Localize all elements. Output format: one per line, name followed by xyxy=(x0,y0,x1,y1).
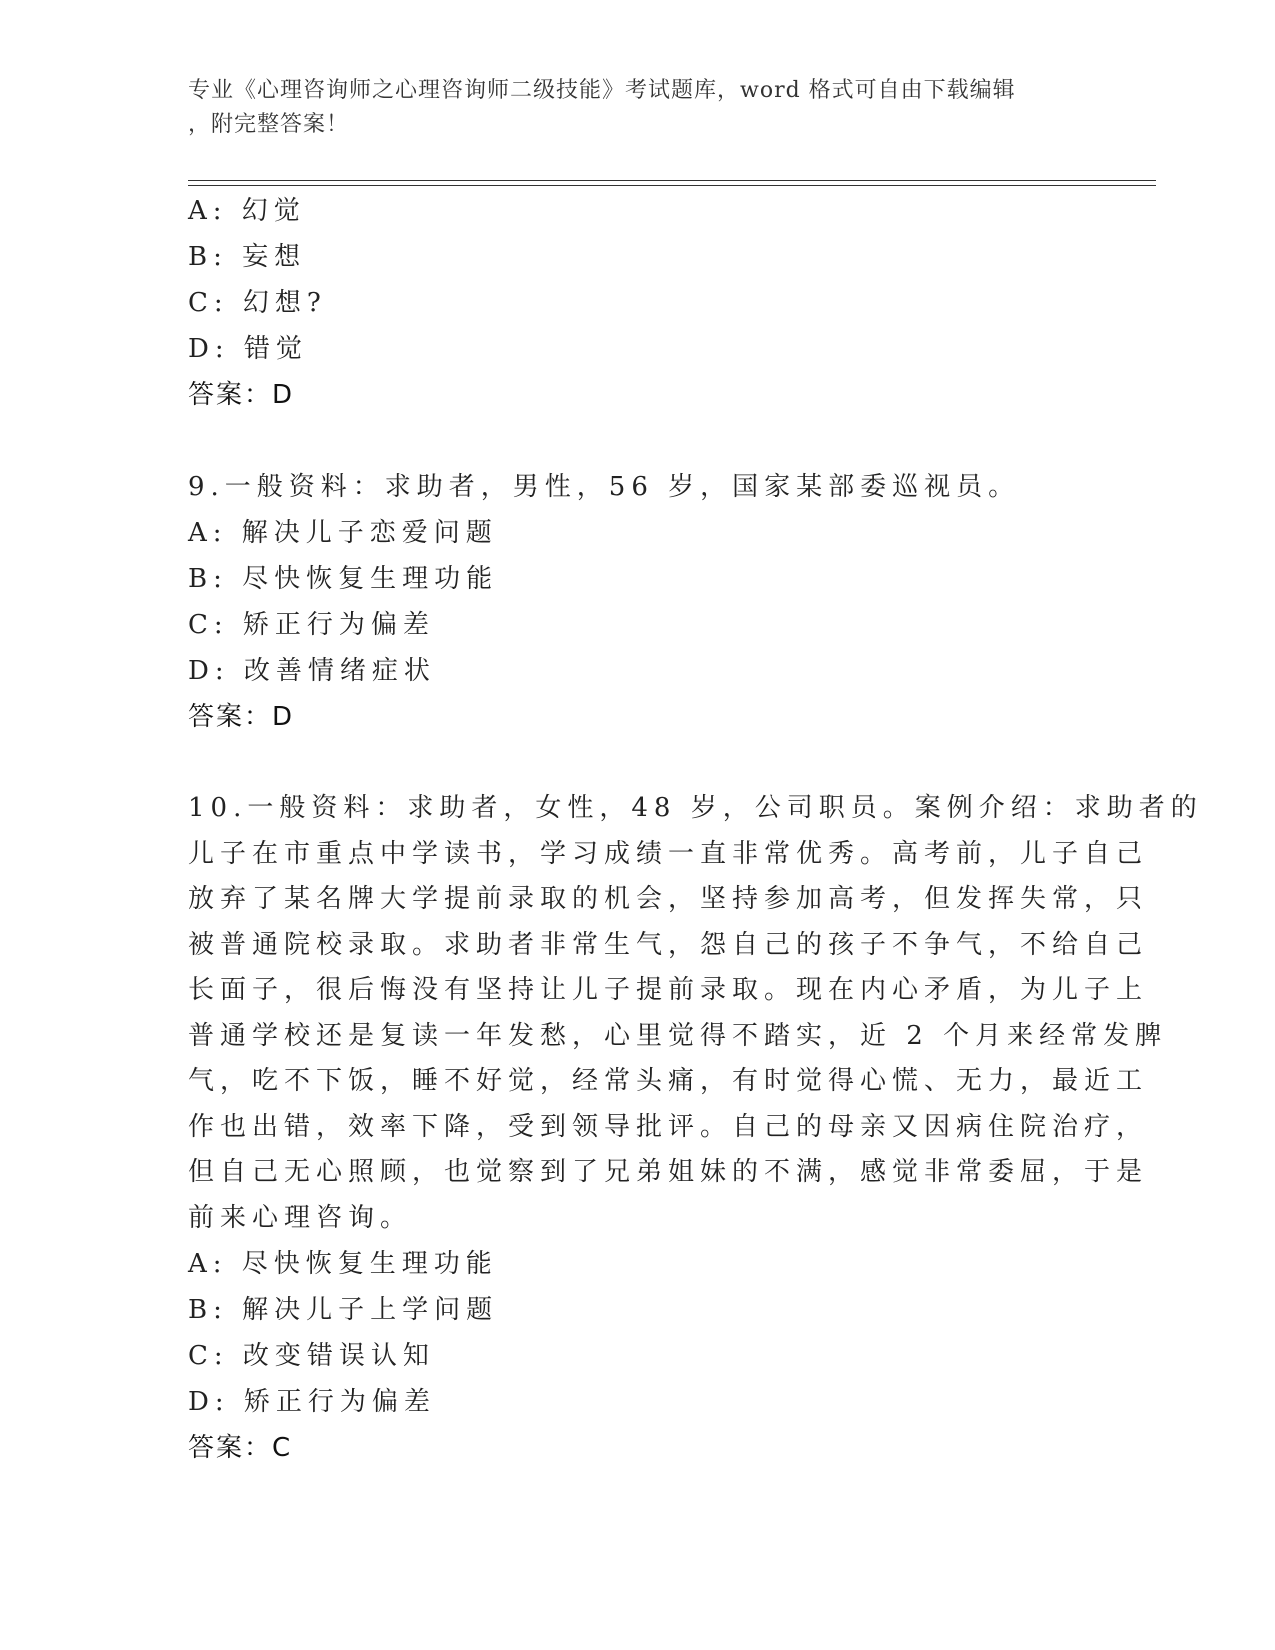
question-9-block xyxy=(188,464,1088,740)
stem-line: 儿子在市重点中学读书，学习成绩一直非常优秀。高考前，儿子自己 xyxy=(188,838,1149,869)
option-c: C: 改变错误认知 xyxy=(188,1341,435,1371)
option-d: D: 矫正行为偏差 xyxy=(188,1387,436,1417)
option-b: B: 尽快恢复生理功能 xyxy=(188,564,499,594)
stem-line: 但自己无心照顾，也觉察到了兄弟姐妹的不满，感觉非常委屈，于是 xyxy=(188,1157,1149,1187)
spacer xyxy=(188,418,1088,464)
option-d: D: 错觉 xyxy=(188,334,308,364)
answer-label: 答案：C xyxy=(188,1433,293,1463)
stem-line: 前来心理咨询。 xyxy=(188,1202,413,1233)
question-10-block xyxy=(188,786,1203,1471)
option-b: B: 妄想 xyxy=(188,242,307,272)
header-divider-bottom xyxy=(188,185,1156,186)
option-a: A: 尽快恢复生理功能 xyxy=(188,1249,498,1279)
option-c: C: 矫正行为偏差 xyxy=(188,610,435,640)
spacer xyxy=(188,740,1088,786)
header-title-line-1: 专业《心理咨询师之心理咨询师二级技能》考试题库，word 格式可自由下载编辑 xyxy=(188,78,1016,103)
header-divider-top xyxy=(188,180,1156,181)
option-a: A: 解决儿子恋爱问题 xyxy=(188,518,498,548)
header-title-line-2: ，附完整答案！ xyxy=(188,112,350,137)
option-c: C: 幻想? xyxy=(188,288,327,318)
document-header xyxy=(188,74,1088,142)
stem-line: 被普通院校录取。求助者非常生气，怨自己的孩子不争气，不给自己 xyxy=(188,929,1149,960)
stem-line: 作也出错，效率下降，受到领导批评。自己的母亲又因病住院治疗， xyxy=(188,1111,1149,1142)
stem-line: 长面子，很后悔没有坚持让儿子提前录取。现在内心矛盾，为儿子上 xyxy=(188,975,1149,1005)
option-d: D: 改善情绪症状 xyxy=(188,656,436,686)
question-list xyxy=(188,188,1203,1471)
answer-label: 答案：D xyxy=(188,380,295,410)
stem-line: 普通学校还是复读一年发愁，心里觉得不踏实，近 2 个月来经常发脾 xyxy=(188,1020,1168,1051)
stem-line: 气，吃不下饭，睡不好觉，经常头痛，有时觉得心慌、无力，最近工 xyxy=(188,1066,1149,1096)
stem-line: 放弃了某名牌大学提前录取的机会，坚持参加高考，但发挥失常，只 xyxy=(188,884,1149,914)
question-8-block xyxy=(188,188,1088,418)
answer-label: 答案：D xyxy=(188,702,295,732)
question-stem xyxy=(188,786,1203,1241)
stem-line: 10.一般资料：求助者，女性，48 岁，公司职员。案例介绍：求助者的 xyxy=(188,793,1203,823)
option-b: B: 解决儿子上学问题 xyxy=(188,1295,499,1325)
question-stem: 9.一般资料：求助者，男性，56 岁，国家某部委巡视员。 xyxy=(188,472,1021,502)
option-a: A: 幻觉 xyxy=(188,196,306,226)
